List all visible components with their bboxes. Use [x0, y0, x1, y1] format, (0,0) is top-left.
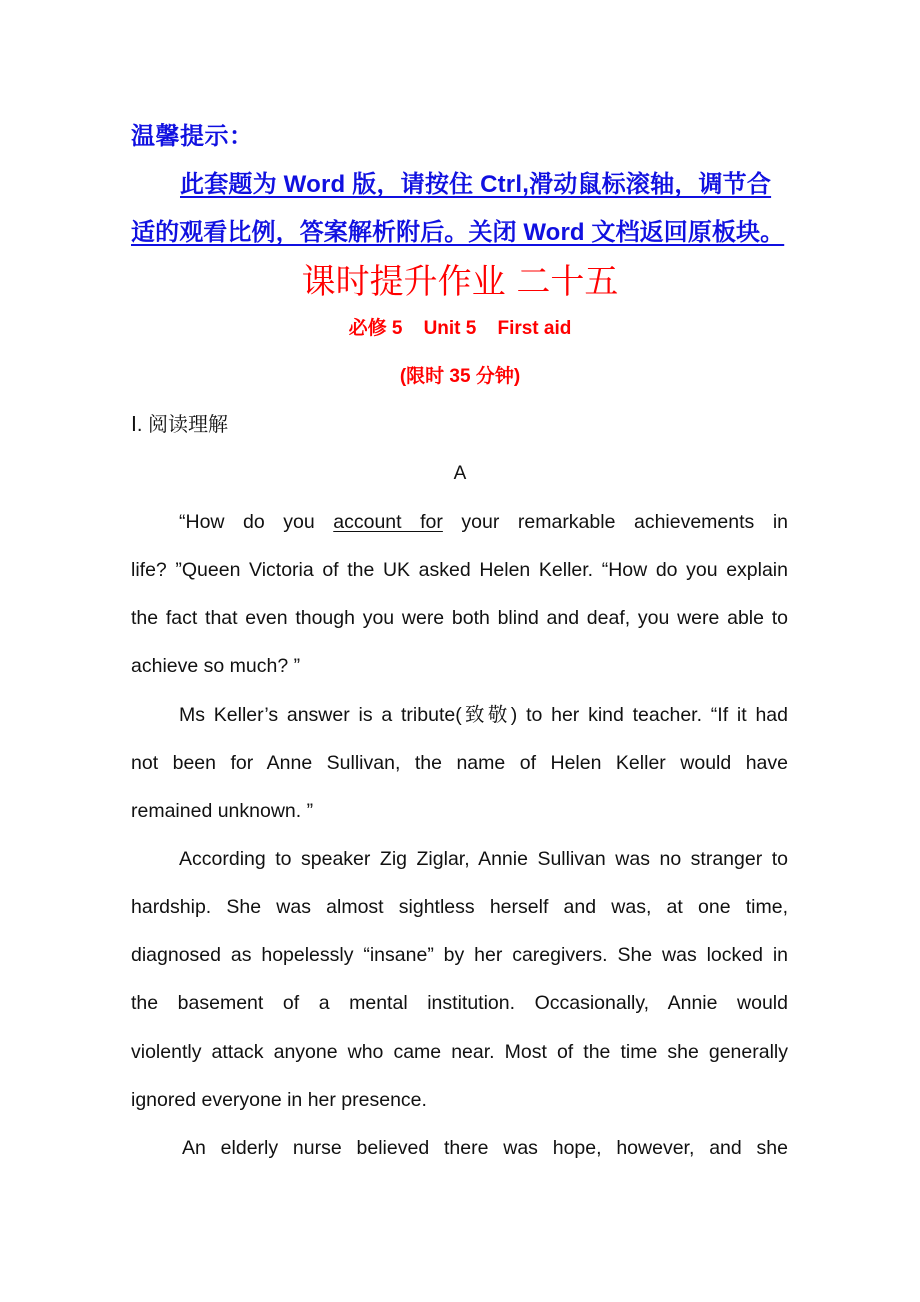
passage-line: An elderly nurse believed there was hope, however, and she [182, 1137, 788, 1159]
passage-label: A [453, 463, 467, 484]
passage-line [179, 507, 788, 537]
section-label: Ⅰ. 阅读理解 [131, 414, 229, 436]
passage-line: violently attack anyone who came near. Most of the time she generally [131, 1041, 788, 1063]
passage-text: your remarkable achievements in [442, 511, 789, 533]
passage-line: ignored everyone in her presence. [131, 1089, 427, 1111]
passage-line: the basement of a mental institution. Occasionally, Annie would [131, 992, 788, 1014]
notice-link-line-1[interactable]: 此套题为 Word 版，请按住 Ctrl,滑动鼠标滚轴，调节合 [180, 171, 772, 198]
passage-line: diagnosed as hopelessly “insane” by her caregivers. She was locked in [131, 944, 788, 966]
page-subtitle: 必修 5 Unit 5 First aid [348, 318, 572, 339]
passage-line: remained unknown. ” [131, 800, 314, 822]
notice-link-line-2[interactable]: 适的观看比例，答案解析附后。关闭 Word 文档返回原板块。 [131, 219, 785, 246]
passage-line: achieve so much? ” [131, 655, 301, 677]
passage-line: Ms Keller’s answer is a tribute(致敬) to her kind teacher. “If it had [179, 704, 788, 726]
time-limit: (限时 35 分钟) [399, 366, 521, 387]
underlined-phrase: account for [333, 511, 443, 533]
passage-line: According to speaker Zig Ziglar, Annie Sullivan was no stranger to [179, 848, 788, 870]
passage-line: the fact that even though you were both blind and deaf, you were able to [131, 607, 788, 629]
passage-line: life? ”Queen Victoria of the UK asked Helen Keller. “How do you explain [131, 559, 788, 581]
page-title: 课时提升作业 二十五 [301, 262, 619, 302]
passage-line: hardship. She was almost sightless herself and was, at one time, [131, 896, 788, 918]
notice-heading: 温馨提示： [131, 123, 254, 150]
passage-text: “How do you [179, 511, 334, 533]
passage-line: not been for Anne Sullivan, the name of Helen Keller would have [131, 752, 788, 774]
